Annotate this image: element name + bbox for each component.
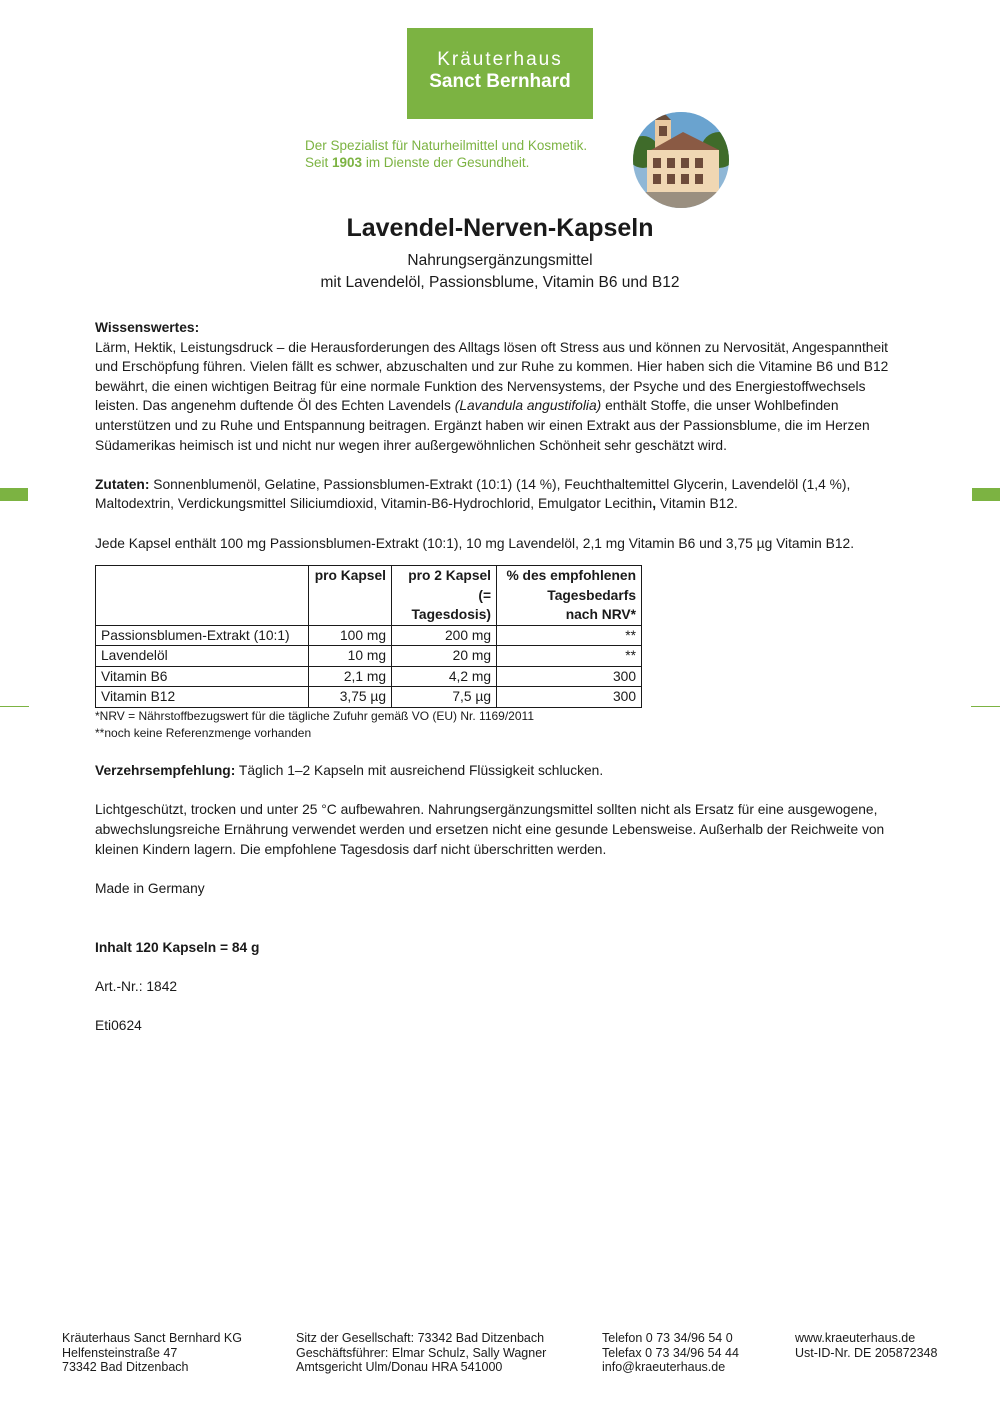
col-per-day: pro 2 Kapsel (= Tagesdosis) xyxy=(392,566,497,626)
right-cut-line xyxy=(971,706,1000,707)
table-row: Vitamin B6 2,1 mg 4,2 mg 300 xyxy=(96,666,642,687)
logo-line-2: Sanct Bernhard xyxy=(429,71,571,92)
capsule-content: Jede Kapsel enthält 100 mg Passionsblumen-Extrakt (10:1), 10 mg Lavendelöl, 2,1 mg Vitamin B6 und 3,75 µg Vitamin B12. xyxy=(95,535,855,551)
product-subtitle: Nahrungsergänzungsmittel mit Lavendelöl, Passionsblume, Vitamin B6 und B12 xyxy=(320,252,680,291)
tagline-line-2: Seit 1903 im Dienste der Gesundheit. xyxy=(305,155,530,170)
footer-address: Kräuterhaus Sanct Bernhard KG Helfensteinstraße 47 73342 Bad Ditzenbach xyxy=(62,1331,242,1374)
col-nrv: % des empfohlenen Tagesbedarfs nach NRV* xyxy=(497,566,642,626)
package-contents: Inhalt 120 Kapseln = 84 g xyxy=(95,939,260,955)
nrv-footnote: *NRV = Nährstoffbezugswert für die tägliche Zufuhr gemäß VO (EU) Nr. 1169/2011 xyxy=(95,708,534,723)
left-fold-mark xyxy=(0,488,28,501)
table-header-row xyxy=(96,566,642,626)
label-content xyxy=(95,318,905,1036)
logo-line-1: Kräuterhaus xyxy=(437,49,563,70)
company-building-photo xyxy=(633,112,729,208)
footer-company-info: Sitz der Gesellschaft: 73342 Bad Ditzenbach Geschäftsführer: Elmar Schulz, Sally Wagner Amtsgericht Ulm/Donau HRA 541000 xyxy=(296,1331,547,1374)
ingredients: Zutaten: Sonnenblumenöl, Gelatine, Passionsblumen-Extrakt (10:1) (14 %), Feuchthaltemittel Glycerin, Lavendelöl (1,4 %), Maltodextrin, Verdickungsmittel Siliciumdioxid, Vitamin-B6-Hydrochlorid, Emulgator Lecithin, Vitamin B12. xyxy=(95,476,851,512)
origin: Made in Germany xyxy=(95,880,205,896)
info-text: Lärm, Hektik, Leistungsdruck – die Herausforderungen des Alltags lösen oft Stress aus und können zu Nervosität, Angespanntheit und Erschöpfung führen. Vielen fällt es schwer, abzuschalten und zur Ruhe zu kommen. Hier haben sich die Vitamine B6 und B12 bewährt, die einen wichtigen Beitrag für eine normale Funktion des Nervensystems, der Psyche und des Energiestoffwechsels leisten. Das angenehm duftende Öl des Echten Lavendels (Lavandula angustifolia) enthält Stoffe, die unser Wohlbefinden unterstützen und zu Ruhe und Entspannung beitragen. Ergänzt haben wir einen Extrakt aus der Passionsblume, die im Herzen Südamerikas heimisch ist und nicht nur wegen ihrer außergewöhnlichen Schönheit sehr geschätzt wird. xyxy=(95,339,889,453)
left-cut-line xyxy=(0,706,29,707)
footer-web-tax: www.kraeuterhaus.de Ust-ID-Nr. DE 205872348 xyxy=(795,1331,938,1360)
reference-footnote: **noch keine Referenzmenge vorhanden xyxy=(95,725,312,740)
brand-logo xyxy=(407,28,593,119)
col-per-capsule: pro Kapsel xyxy=(309,566,392,626)
footer-contact: Telefon 0 73 34/96 54 0 Telefax 0 73 34/96 54 44 info@kraeuterhaus.de xyxy=(602,1331,739,1374)
label-code: Eti0624 xyxy=(95,1017,142,1033)
right-fold-mark xyxy=(972,488,1000,501)
brand-tagline xyxy=(305,137,587,171)
table-row: Vitamin B12 3,75 µg 7,5 µg 300 xyxy=(96,687,642,708)
info-heading: Wissenswertes: xyxy=(95,320,200,335)
nutrition-table xyxy=(95,565,642,708)
tagline-year: 1903 xyxy=(332,155,363,170)
usage-recommendation: Verzehrsempfehlung: Täglich 1–2 Kapseln mit ausreichend Flüssigkeit schlucken. xyxy=(95,763,604,779)
tagline-line-1: Der Spezialist für Naturheilmittel und Kosmetik. xyxy=(305,138,588,153)
table-row: Passionsblumen-Extrakt (10:1) 100 mg 200 mg ** xyxy=(96,625,642,646)
product-title: Lavendel-Nerven-Kapseln xyxy=(346,214,654,242)
table-row: Lavendelöl 10 mg 20 mg ** xyxy=(96,646,642,667)
storage-notice: Lichtgeschützt, trocken und unter 25 °C aufbewahren. Nahrungsergänzungsmittel sollten nicht als Ersatz für eine ausgewogene, abwechslungsreiche Ernährung verwendet werden und ersetzen nicht eine gesunde Lebensweise. Außerhalb der Reichweite von kleinen Kindern lagern. Die empfohlene Tagesdosis darf nicht überschritten werden. xyxy=(95,802,885,857)
article-number: Art.-Nr.: 1842 xyxy=(95,978,178,994)
